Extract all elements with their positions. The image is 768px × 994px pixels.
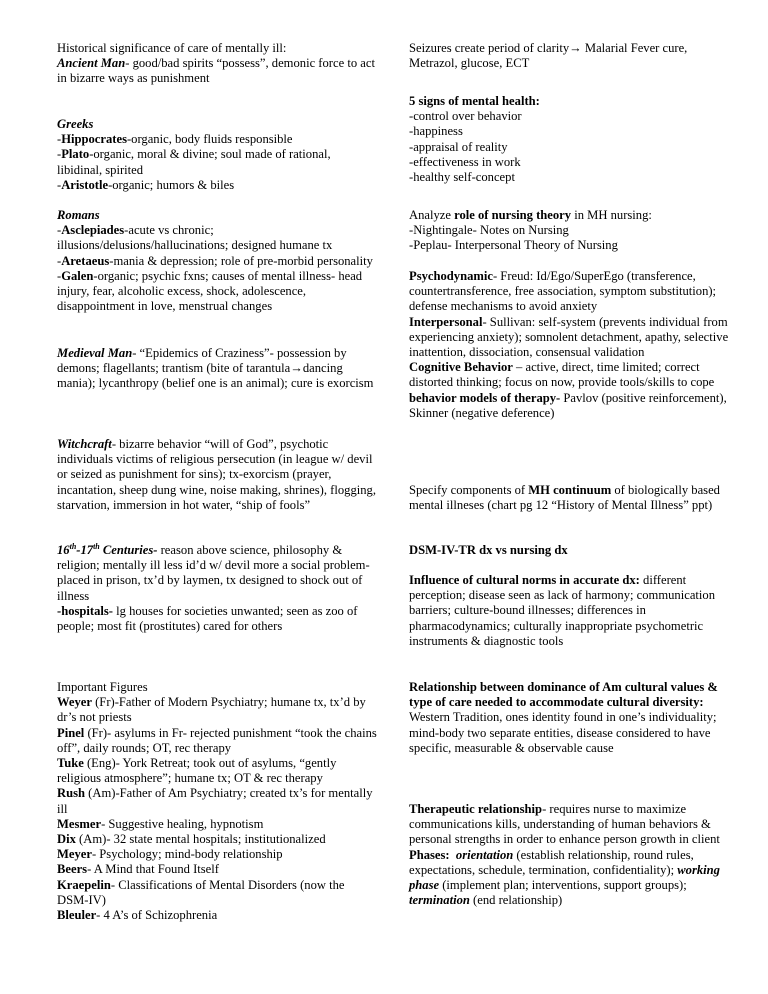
continuum-section: Specify components of MH continuum of biologically based mental illneses (chart pg 12 “History of Mental Illness” ppt)	[409, 483, 720, 513]
list-item: -happiness	[409, 124, 463, 139]
witchcraft-section	[57, 437, 377, 513]
centuries-section	[57, 543, 377, 634]
psychodynamic-entry: Psychodynamic- Freud: Id/Ego/SuperEgo (transference, countertransference, free association, symptom substitution); defense mechanisms to avoid anxiety	[409, 269, 717, 314]
signs-heading: 5 signs of mental health:	[409, 94, 540, 108]
romans-heading: Romans	[57, 208, 100, 222]
seizures-text-a: Seizures create period of clarity	[409, 41, 570, 55]
seizures-text-b: Malarial Fever cure, Metrazol, glucose, ECT	[409, 41, 688, 71]
medieval-section	[57, 346, 377, 392]
list-item: Bleuler- 4 A’s of Schizophrenia	[57, 908, 218, 923]
aristotle-name: Aristotle	[61, 177, 109, 192]
medieval-text-a: - “Epidemics of Craziness”- possession by demons; flagellants; trantism (bite of tarantula	[57, 346, 347, 376]
behavior-entry: behavior models of therapy- Pavlov (positive reinforcement), Skinner (negative deference)	[409, 390, 727, 420]
list-item: -appraisal of reality	[409, 139, 508, 154]
galen-name: Galen	[61, 268, 94, 283]
nursing-theory-label: role of nursing theory	[454, 208, 572, 222]
hippocrates-name: Hippocrates	[61, 132, 127, 147]
list-item: Tuke (Eng)- York Retreat; took out of asylums, “gently religious atmosphere”; humane tx; OT & rec therapy	[57, 756, 337, 786]
list-item: Weyer (Fr)-Father of Modern Psychiatry; humane tx, tx’d by dr’s not priests	[57, 695, 366, 725]
aretaeus-text: -mania & depression; role of pre-morbid personality	[109, 253, 373, 268]
list-item: Meyer- Psychology; mind-body relationship	[57, 847, 283, 862]
hospitals-text: lg houses for societies unwanted; seen as zoo of people; most fit (prostitutes) cared for others	[57, 603, 358, 634]
arrow-icon: →	[569, 41, 582, 55]
greeks-heading: Greeks	[57, 117, 94, 131]
ancient-man-text: - good/bad spirits “possess”, demonic force to act in bizarre ways as punishment	[57, 56, 375, 86]
list-item: Beers- A Mind that Found Itself	[57, 862, 219, 877]
signs-section	[409, 94, 729, 185]
figures-title: Important Figures	[57, 680, 148, 694]
therapeutic-label: Therapeutic relationship	[409, 802, 543, 816]
asclepiades-name: Asclepiades	[61, 223, 125, 238]
ancient-man-label: Ancient Man	[57, 56, 126, 71]
aretaeus-entry: -Aretaeus-mania & depression; role of pre-morbid personality	[57, 253, 373, 268]
dominance-text: Western Tradition, ones identity found in one’s individuality; mind-body two separate entities, disease considered to have specific, measurable & observable cause	[409, 710, 717, 755]
list-item: Dix (Am)- 32 state mental hospitals; institutionalized	[57, 832, 326, 847]
continuum-label: MH continuum	[528, 483, 612, 497]
hippocrates-text: -organic, body fluids responsible	[126, 132, 293, 147]
historical-title: Historical significance of care of mentally ill:	[57, 41, 287, 55]
witchcraft-text: - bizarre behavior “will of God”, psychotic individuals victims of religious persecution (in league w/ devil or seized as punishment for sins); tx-exorcism (prayer, incantation, sheep dung wine, noise making, shrines), flogging, starvation, immersion in hot water, “ship of fools”	[57, 437, 376, 512]
list-item: -effectiveness in work	[409, 154, 521, 169]
medieval-heading: Medieval Man	[57, 346, 133, 360]
historical-section	[57, 41, 377, 87]
galen-entry: -Galen-organic; psychic fxns; causes of mental illness- head injury, fear, alcoholic excess, shock, adolescence, disappointment in love, menstrual changes	[57, 268, 363, 314]
plato-text: -organic, moral & divine; soul made of rational, libidinal, spirited	[57, 147, 331, 177]
dominance-section	[409, 680, 729, 756]
witchcraft-heading: Witchcraft	[57, 437, 112, 451]
list-item: Rush (Am)-Father of Am Psychiatry; created tx’s for mentally ill	[57, 786, 373, 816]
centuries-text: reason above science, philosophy & religion; mentally ill less id’d w/ devil more a social problem- placed in prison, tx’d by laymen, tx designed to shock out of illness	[57, 543, 370, 603]
dsm-section	[409, 543, 729, 558]
seizures-section	[409, 41, 729, 71]
hippocrates-entry: -Hippocrates-organic, body fluids responsible	[57, 132, 293, 147]
centuries-heading: 16th-17th Centuries-	[57, 541, 158, 557]
galen-text: -organic; psychic fxns; causes of mental illness- head injury, fear, alcoholic excess, shock, adolescence, disappointment in love, menstrual changes	[57, 268, 363, 314]
aretaeus-name: Aretaeus	[61, 253, 110, 268]
medieval-text-b: dancing mania); lycanthropy (belief one is an animal); cure is exorcism	[57, 361, 374, 391]
therapies-section	[409, 269, 729, 421]
list-item: -control over behavior	[409, 109, 522, 124]
list-item: -healthy self-concept	[409, 170, 515, 185]
interpersonal-entry: Interpersonal- Sullivan: self-system (prevents individual from experiencing anxiety); somnolent detachment, apathy, selective inattention, dissociation, consensual validation	[409, 314, 729, 360]
hospitals-label: -hospitals-	[57, 603, 113, 618]
aristotle-entry: -Aristotle-organic; humors & biles	[57, 177, 235, 192]
asclepiades-entry: -Asclepiades-acute vs chronic; illusions/delusions/hallucinations; designed humane tx	[57, 223, 333, 253]
plato-name: Plato	[61, 147, 90, 162]
plato-entry: -Plato-organic, moral & divine; soul made of rational, libidinal, spirited	[57, 147, 331, 177]
nursing-theory-section: Analyze role of nursing theory in MH nursing: -Nightingale- Notes on Nursing -Peplau- Interpersonal Theory of Nursing	[409, 208, 729, 254]
romans-section	[57, 208, 377, 314]
asclepiades-text: -acute vs chronic; illusions/delusions/hallucinations; designed humane tx	[57, 223, 333, 253]
cultural-text: different perception; disease seen as lack of harmony; communication barriers; culture-bound illnesses; differences in pharmacodynamics; culturally inappropriate psychometric instruments & diagnostic tools	[409, 573, 715, 648]
list-item: Mesmer- Suggestive healing, hypnotism	[57, 816, 264, 831]
figures-list	[57, 695, 377, 923]
aristotle-text: -organic; humors & biles	[108, 177, 235, 192]
cultural-section	[409, 573, 729, 649]
ancient-man-entry	[57, 56, 377, 86]
dsm-heading: DSM-IV-TR dx vs nursing dx	[409, 543, 568, 557]
therapeutic-text: - requires nurse to maximize communications kills, understanding of human behaviors & personal strengths in order to enhance person growth in client	[409, 802, 720, 847]
hospitals-entry	[57, 604, 377, 634]
phases-entry: Phases: orientation (establish relationship, round rules, expectations, schedule, termination, confidentiality); working phase (implement plan; interventions, support groups); termination (end relationship)	[409, 847, 720, 908]
list-item: Kraepelin- Classifications of Mental Disorders (now the DSM-IV)	[57, 877, 345, 907]
list-item: Pinel (Fr)- asylums in Fr- rejected punishment “took the chains off”, daily rounds; OT, rec therapy	[57, 725, 377, 755]
cultural-label: Influence of cultural norms in accurate dx:	[409, 573, 640, 587]
cognitive-entry: Cognitive Behavior – active, direct, time limited; correct distorted thinking; focus on now, provide tools/skills to cope	[409, 360, 715, 390]
nightingale-entry: -Nightingale- Notes on Nursing	[409, 223, 569, 238]
therapeutic-section	[409, 802, 729, 908]
greeks-section	[57, 117, 377, 193]
figures-section	[57, 680, 377, 923]
dominance-label: Relationship between dominance of Am cultural values & type of care needed to accommodate cultural diversity:	[409, 680, 718, 710]
peplau-entry: -Peplau- Interpersonal Theory of Nursing	[409, 238, 618, 253]
arrow-icon: →	[290, 361, 303, 376]
